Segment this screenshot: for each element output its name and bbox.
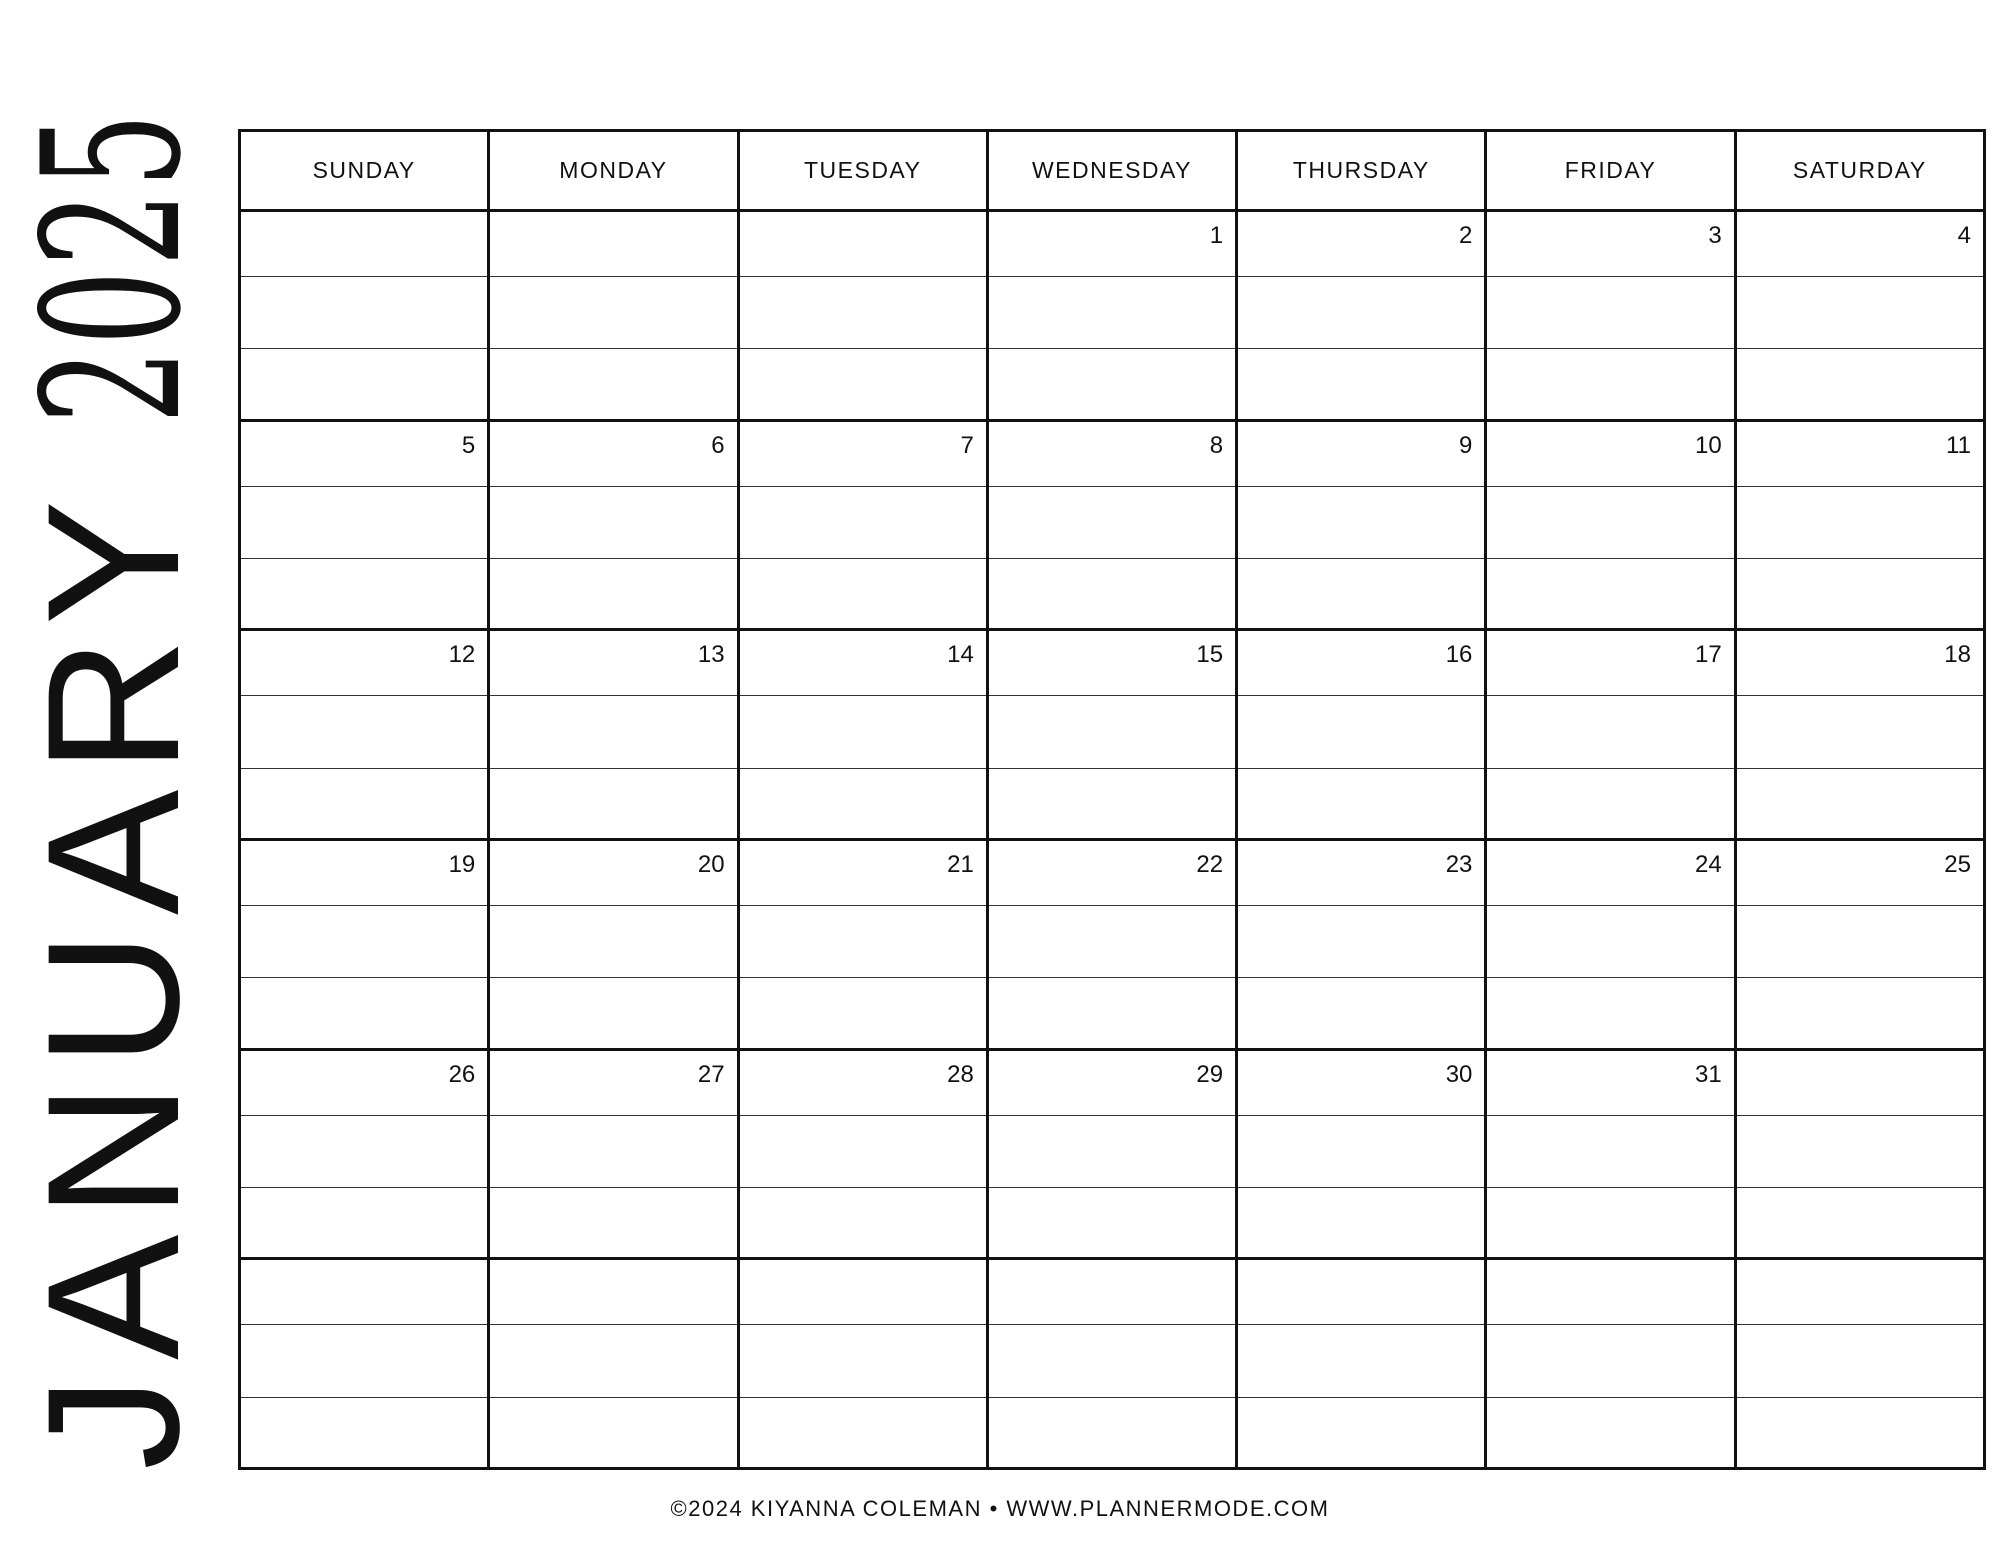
week-row bbox=[241, 841, 1983, 1051]
writing-line bbox=[740, 486, 986, 487]
writing-line bbox=[490, 977, 736, 978]
title-rotated bbox=[2, 109, 228, 1470]
writing-line bbox=[490, 348, 736, 349]
day-cell[interactable] bbox=[241, 212, 490, 419]
day-number: 11 bbox=[1946, 431, 1971, 459]
writing-line bbox=[740, 348, 986, 349]
writing-line bbox=[490, 1115, 736, 1116]
day-cell[interactable] bbox=[490, 422, 739, 629]
weekday-tuesday: TUESDAY bbox=[740, 132, 989, 209]
writing-line bbox=[1737, 977, 1983, 978]
writing-line bbox=[490, 905, 736, 906]
writing-line bbox=[241, 1324, 487, 1325]
writing-line bbox=[1737, 1324, 1983, 1325]
writing-line bbox=[1487, 348, 1733, 349]
writing-line bbox=[1737, 276, 1983, 277]
writing-line bbox=[241, 486, 487, 487]
week-row bbox=[241, 212, 1983, 422]
writing-line bbox=[1737, 486, 1983, 487]
day-cell[interactable] bbox=[490, 212, 739, 419]
day-number: 20 bbox=[697, 851, 725, 879]
writing-line bbox=[1487, 558, 1733, 559]
writing-line bbox=[1737, 558, 1983, 559]
writing-line bbox=[490, 1187, 736, 1188]
writing-line bbox=[1238, 558, 1484, 559]
day-cell[interactable] bbox=[989, 631, 1238, 838]
day-cell[interactable] bbox=[241, 631, 490, 838]
day-number: 24 bbox=[1694, 851, 1722, 879]
day-cell[interactable] bbox=[1737, 1260, 1983, 1467]
day-cell[interactable] bbox=[740, 841, 989, 1048]
calendar-grid bbox=[238, 129, 1986, 1470]
day-cell[interactable] bbox=[241, 1260, 490, 1467]
writing-line bbox=[1487, 1397, 1733, 1398]
writing-line bbox=[241, 977, 487, 978]
writing-line bbox=[1737, 1115, 1983, 1116]
weekday-friday: FRIDAY bbox=[1487, 132, 1736, 209]
day-cell[interactable] bbox=[241, 422, 490, 629]
day-cell[interactable] bbox=[490, 1051, 739, 1258]
writing-line bbox=[490, 1324, 736, 1325]
day-cell[interactable] bbox=[989, 841, 1238, 1048]
day-cell[interactable] bbox=[1238, 1051, 1487, 1258]
day-cell[interactable] bbox=[490, 1260, 739, 1467]
day-number: 7 bbox=[960, 431, 974, 459]
writing-line bbox=[740, 1115, 986, 1116]
day-number: 16 bbox=[1445, 641, 1473, 669]
writing-line bbox=[1737, 768, 1983, 769]
weekday-thursday: THURSDAY bbox=[1238, 132, 1487, 209]
writing-line bbox=[1238, 486, 1484, 487]
day-cell[interactable] bbox=[1238, 422, 1487, 629]
day-cell[interactable] bbox=[740, 422, 989, 629]
writing-line bbox=[989, 1115, 1235, 1116]
writing-line bbox=[989, 905, 1235, 906]
writing-line bbox=[740, 695, 986, 696]
day-cell[interactable] bbox=[989, 212, 1238, 419]
day-number: 12 bbox=[448, 641, 476, 669]
writing-line bbox=[989, 558, 1235, 559]
writing-line bbox=[989, 977, 1235, 978]
writing-line bbox=[490, 558, 736, 559]
writing-line bbox=[740, 905, 986, 906]
day-cell[interactable] bbox=[1238, 212, 1487, 419]
day-number: 27 bbox=[697, 1060, 725, 1088]
day-cell[interactable] bbox=[1737, 212, 1983, 419]
writing-line bbox=[1238, 695, 1484, 696]
week-row bbox=[241, 1260, 1983, 1467]
day-cell[interactable] bbox=[1238, 841, 1487, 1048]
writing-line bbox=[1487, 977, 1733, 978]
day-cell[interactable] bbox=[1487, 212, 1736, 419]
weekday-wednesday: WEDNESDAY bbox=[989, 132, 1238, 209]
day-number: 3 bbox=[1708, 222, 1722, 249]
day-number: 21 bbox=[947, 851, 974, 879]
writing-line bbox=[241, 558, 487, 559]
writing-line bbox=[1238, 1187, 1484, 1188]
day-cell[interactable] bbox=[490, 631, 739, 838]
day-cell[interactable] bbox=[1238, 631, 1487, 838]
writing-line bbox=[989, 348, 1235, 349]
day-number: 25 bbox=[1944, 851, 1971, 879]
year-title: 2025 bbox=[2, 109, 223, 424]
week-row bbox=[241, 1051, 1983, 1261]
writing-line bbox=[1737, 695, 1983, 696]
writing-line bbox=[989, 1324, 1235, 1325]
weeks-container bbox=[241, 212, 1983, 1467]
day-number: 31 bbox=[1694, 1060, 1722, 1088]
weekday-monday: MONDAY bbox=[490, 132, 739, 209]
day-number: 6 bbox=[711, 431, 725, 459]
writing-line bbox=[241, 1397, 487, 1398]
writing-line bbox=[1238, 1324, 1484, 1325]
writing-line bbox=[490, 486, 736, 487]
day-number: 13 bbox=[697, 641, 725, 669]
writing-line bbox=[740, 1187, 986, 1188]
day-number: 14 bbox=[947, 641, 974, 669]
week-row bbox=[241, 422, 1983, 632]
day-cell[interactable] bbox=[1487, 422, 1736, 629]
writing-line bbox=[241, 905, 487, 906]
day-cell[interactable] bbox=[1737, 631, 1983, 838]
writing-line bbox=[1487, 905, 1733, 906]
writing-line bbox=[740, 1397, 986, 1398]
day-cell[interactable] bbox=[1487, 631, 1736, 838]
weekday-saturday: SATURDAY bbox=[1792, 157, 1927, 183]
writing-line bbox=[1737, 1187, 1983, 1188]
writing-line bbox=[740, 276, 986, 277]
writing-line bbox=[1238, 977, 1484, 978]
writing-line bbox=[989, 276, 1235, 277]
writing-line bbox=[989, 695, 1235, 696]
day-cell[interactable] bbox=[1737, 1051, 1983, 1258]
writing-line bbox=[740, 768, 986, 769]
writing-line bbox=[740, 977, 986, 978]
day-cell[interactable] bbox=[989, 1260, 1238, 1467]
writing-line bbox=[1737, 905, 1983, 906]
day-number: 30 bbox=[1445, 1060, 1473, 1088]
writing-line bbox=[1487, 486, 1733, 487]
footer-credit: ©2024 KIYANNA COLEMAN • WWW.PLANNERMODE.COM bbox=[670, 1496, 1330, 1521]
writing-line bbox=[1238, 1115, 1484, 1116]
writing-line bbox=[490, 1397, 736, 1398]
writing-line bbox=[1238, 905, 1484, 906]
day-number: 28 bbox=[947, 1060, 974, 1088]
writing-line bbox=[989, 486, 1235, 487]
day-number: 17 bbox=[1694, 641, 1722, 669]
writing-line bbox=[740, 558, 986, 559]
day-cell[interactable] bbox=[241, 1051, 490, 1258]
day-cell[interactable] bbox=[1737, 422, 1983, 629]
writing-line bbox=[241, 1187, 487, 1188]
day-cell[interactable] bbox=[1487, 841, 1736, 1048]
day-number: 5 bbox=[461, 431, 476, 459]
writing-line bbox=[490, 768, 736, 769]
writing-line bbox=[1238, 276, 1484, 277]
day-cell[interactable] bbox=[241, 841, 490, 1048]
writing-line bbox=[490, 695, 736, 696]
writing-line bbox=[1238, 1397, 1484, 1398]
day-cell[interactable] bbox=[740, 1051, 989, 1258]
writing-line bbox=[1487, 1324, 1733, 1325]
writing-line bbox=[1487, 276, 1733, 277]
writing-line bbox=[1487, 1115, 1733, 1116]
week-row bbox=[241, 631, 1983, 841]
day-number: 4 bbox=[1957, 222, 1971, 249]
writing-line bbox=[241, 276, 487, 277]
writing-line bbox=[241, 768, 487, 769]
day-number: 22 bbox=[1196, 851, 1224, 879]
day-cell[interactable] bbox=[740, 1260, 989, 1467]
day-number: 18 bbox=[1944, 641, 1971, 669]
writing-line bbox=[490, 276, 736, 277]
day-number: 10 bbox=[1694, 431, 1722, 459]
month-title: JANUARY bbox=[8, 483, 218, 1470]
writing-line bbox=[1238, 348, 1484, 349]
day-number: 8 bbox=[1209, 431, 1224, 459]
day-number: 26 bbox=[448, 1060, 476, 1088]
day-cell[interactable] bbox=[1737, 841, 1983, 1048]
calendar-title bbox=[2, 109, 228, 1470]
weekday-sunday: SUNDAY bbox=[241, 132, 490, 209]
day-cell[interactable] bbox=[989, 422, 1238, 629]
day-number: 9 bbox=[1459, 431, 1473, 459]
day-number: 29 bbox=[1196, 1060, 1224, 1088]
writing-line bbox=[1487, 1187, 1733, 1188]
writing-line bbox=[241, 348, 487, 349]
weekday-header-row bbox=[241, 132, 1983, 212]
writing-line bbox=[989, 1397, 1235, 1398]
day-cell[interactable] bbox=[989, 1051, 1238, 1258]
day-number: 2 bbox=[1459, 222, 1473, 249]
day-cell[interactable] bbox=[740, 631, 989, 838]
day-cell[interactable] bbox=[490, 841, 739, 1048]
day-cell[interactable] bbox=[1487, 1051, 1736, 1258]
day-cell[interactable] bbox=[740, 212, 989, 419]
day-number: 19 bbox=[448, 851, 476, 879]
writing-line bbox=[740, 1324, 986, 1325]
day-number: 1 bbox=[1209, 222, 1224, 249]
writing-line bbox=[1487, 768, 1733, 769]
writing-line bbox=[1487, 695, 1733, 696]
writing-line bbox=[1737, 348, 1983, 349]
writing-line bbox=[241, 695, 487, 696]
day-cell[interactable] bbox=[1238, 1260, 1487, 1467]
writing-line bbox=[989, 768, 1235, 769]
writing-line bbox=[1238, 768, 1484, 769]
writing-line bbox=[989, 1187, 1235, 1188]
day-number: 23 bbox=[1445, 851, 1473, 879]
writing-line bbox=[241, 1115, 487, 1116]
writing-line bbox=[1737, 1397, 1983, 1398]
day-cell[interactable] bbox=[1487, 1260, 1736, 1467]
day-number: 15 bbox=[1196, 641, 1224, 669]
